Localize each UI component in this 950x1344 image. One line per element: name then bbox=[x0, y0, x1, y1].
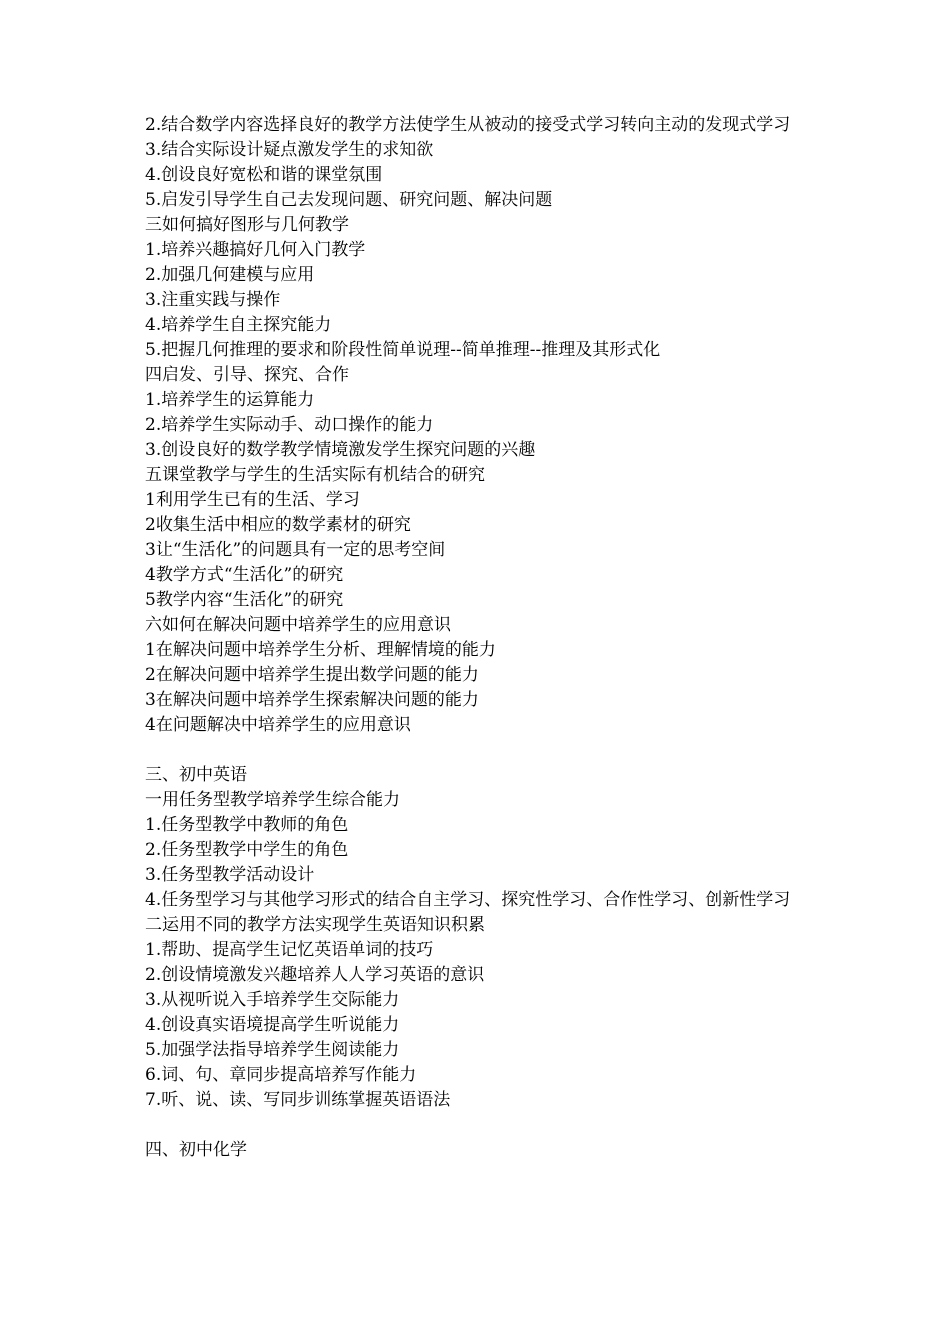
text-line: 5.把握几何推理的要求和阶段性简单说理--简单推理--推理及其形式化 bbox=[145, 340, 661, 360]
text-line: 4.任务型学习与其他学习形式的结合自主学习、探究性学习、合作性学习、创新性学习 bbox=[145, 890, 791, 910]
text-line: 3在解决问题中培养学生探索解决问题的能力 bbox=[145, 690, 479, 710]
text-line: 3.结合实际设计疑点激发学生的求知欲 bbox=[145, 140, 434, 160]
text-line: 6.词、句、章同步提高培养写作能力 bbox=[145, 1065, 417, 1085]
text-line: 3.注重实践与操作 bbox=[145, 290, 281, 310]
text-line: 4.培养学生自主探究能力 bbox=[145, 315, 332, 335]
text-line: 1利用学生已有的生活、学习 bbox=[145, 490, 360, 510]
text-line: 2.任务型教学中学生的角色 bbox=[145, 840, 349, 860]
text-line: 7.听、说、读、写同步训练掌握英语语法 bbox=[145, 1090, 451, 1110]
text-line: 1在解决问题中培养学生分析、理解情境的能力 bbox=[145, 640, 496, 660]
text-line: 5.启发引导学生自己去发现问题、研究问题、解决问题 bbox=[145, 190, 553, 210]
text-line: 5教学内容“生活化”的研究 bbox=[145, 590, 344, 610]
text-line: 4.创设真实语境提高学生听说能力 bbox=[145, 1015, 400, 1035]
text-line: 4教学方式“生活化”的研究 bbox=[145, 565, 344, 585]
text-line: 3.任务型教学活动设计 bbox=[145, 865, 315, 885]
text-line: 4.创设良好宽松和谐的课堂氛围 bbox=[145, 165, 383, 185]
text-line: 4在问题解决中培养学生的应用意识 bbox=[145, 715, 411, 735]
text-line: 1.培养学生的运算能力 bbox=[145, 390, 315, 410]
text-line: 2.结合数学内容选择良好的教学方法使学生从被动的接受式学习转向主动的发现式学习 bbox=[145, 115, 791, 135]
text-line: 2.培养学生实际动手、动口操作的能力 bbox=[145, 415, 434, 435]
chapter-heading: 三、初中英语 bbox=[145, 765, 247, 785]
blank-line bbox=[145, 1113, 825, 1138]
text-line: 3让“生活化”的问题具有一定的思考空间 bbox=[145, 540, 446, 560]
section-heading: 五课堂教学与学生的生活实际有机结合的研究 bbox=[145, 465, 485, 485]
section-heading: 二运用不同的教学方法实现学生英语知识积累 bbox=[145, 915, 485, 935]
section-heading: 六如何在解决问题中培养学生的应用意识 bbox=[145, 615, 451, 635]
chapter-heading: 四、初中化学 bbox=[145, 1140, 247, 1160]
document-body bbox=[145, 113, 825, 1163]
text-line: 3.创设良好的数学教学情境激发学生探究问题的兴趣 bbox=[145, 440, 536, 460]
text-line: 2.创设情境激发兴趣培养人人学习英语的意识 bbox=[145, 965, 485, 985]
text-line: 3.从视听说入手培养学生交际能力 bbox=[145, 990, 400, 1010]
section-heading: 四启发、引导、探究、合作 bbox=[145, 365, 349, 385]
text-line: 2在解决问题中培养学生提出数学问题的能力 bbox=[145, 665, 479, 685]
text-line: 1.任务型教学中教师的角色 bbox=[145, 815, 349, 835]
section-heading: 一用任务型教学培养学生综合能力 bbox=[145, 790, 400, 810]
section-heading: 三如何搞好图形与几何教学 bbox=[145, 215, 349, 235]
text-line: 2收集生活中相应的数学素材的研究 bbox=[145, 515, 411, 535]
text-line: 2.加强几何建模与应用 bbox=[145, 265, 315, 285]
text-line: 5.加强学法指导培养学生阅读能力 bbox=[145, 1040, 400, 1060]
text-line: 1.培养兴趣搞好几何入门教学 bbox=[145, 240, 366, 260]
blank-line bbox=[145, 738, 825, 763]
text-line: 1.帮助、提高学生记忆英语单词的技巧 bbox=[145, 940, 434, 960]
